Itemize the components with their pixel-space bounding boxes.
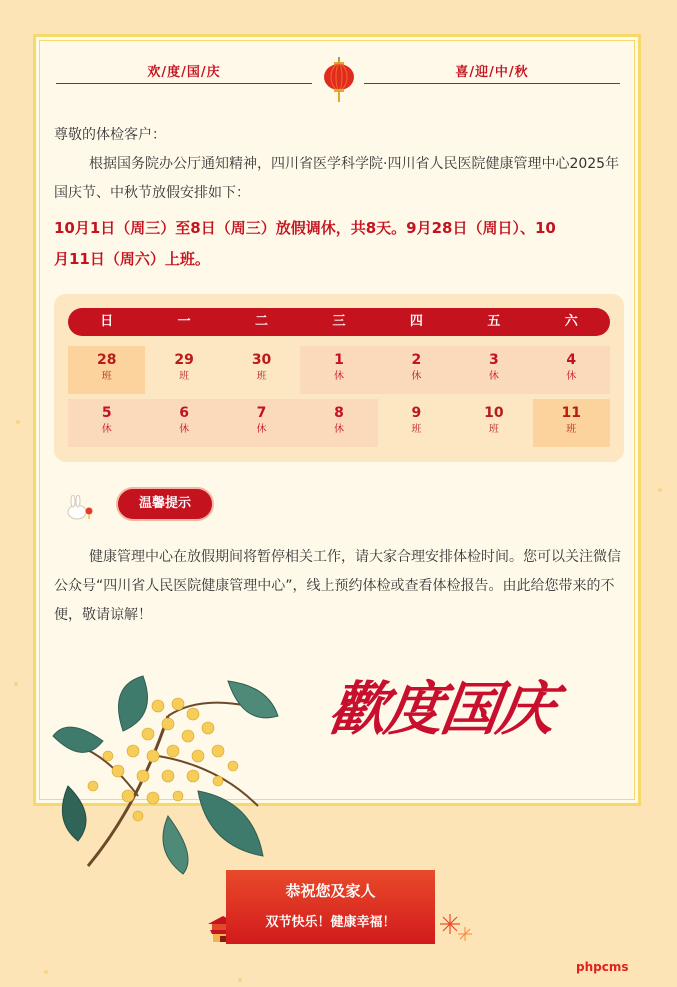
calendar-day [223,346,300,394]
calendar-day [378,399,455,447]
lantern-icon [322,57,356,103]
rabbit-icon [64,495,94,521]
day-status: 休 [256,424,267,435]
weekday-fri: 五 [487,314,501,329]
festival-greeting-banner [226,870,435,944]
day-status: 休 [333,371,344,382]
calendar-day [68,399,145,447]
tip-paragraph: 健康管理中心在放假期间将暂停相关工作，请大家合理安排体检时间。您可以关注微信公众号“四川省人民医院健康管理中心”，线上预约体检或查看体检报告。由此给您带来的不便，敬请谅解！ [54,549,621,623]
firework-icon [438,912,474,944]
watermark: phpcms [576,960,629,974]
day-number: 1 [334,352,344,368]
day-status: 休 [333,424,344,435]
day-status: 班 [256,371,267,382]
day-status: 休 [101,424,112,435]
day-number: 9 [411,405,422,421]
calendar-day [300,399,377,447]
calendar-weekday-header [68,308,610,336]
day-number: 8 [334,405,344,421]
weekday-wed: 三 [332,314,346,329]
header-left-divider [56,83,312,84]
calendar-day [68,346,145,394]
header-right-divider [364,83,620,84]
day-number: 3 [488,352,499,368]
holiday-calendar [54,294,624,462]
calendar-day [533,346,610,394]
day-number: 11 [561,405,581,421]
schedule-line-2: 月11日（周六）上班。 [54,250,210,268]
weekday-mon: 一 [177,314,191,329]
weekday-thu: 四 [409,314,423,329]
calendar-day [223,399,300,447]
calendar-day [455,399,532,447]
warm-tip-badge: 温馨提示 [116,487,214,521]
calendar-week-1 [68,346,610,394]
day-status: 班 [411,424,422,435]
day-number: 30 [251,352,272,368]
day-status: 班 [488,424,499,435]
greeting-line-2: 双节快乐！健康幸福！ [265,915,396,930]
calligraphy-title: 歡度国庆 [324,675,559,743]
calendar-day [455,346,532,394]
day-number: 7 [256,405,267,421]
calendar-week-2 [68,399,610,447]
day-status: 班 [566,424,577,435]
day-number: 28 [96,352,117,368]
day-number: 2 [411,352,422,368]
day-number: 6 [179,405,189,421]
day-status: 休 [179,424,190,435]
calendar-day [378,346,455,394]
salutation: 尊敬的体检客户： [54,127,166,143]
weekday-sun: 日 [100,314,114,329]
day-number: 4 [566,352,577,368]
day-status: 休 [566,371,577,382]
osmanthus-flower-illustration [48,656,288,876]
greeting-line-1: 恭祝您及家人 [285,882,376,900]
header-right-title: 喜/迎/中/秋 [455,65,529,80]
day-status: 班 [101,371,112,382]
calendar-day [145,399,222,447]
day-status: 休 [411,371,422,382]
intro-paragraph: 根据国务院办公厅通知精神，四川省医学科学院·四川省人民医院健康管理中心2025年国庆节、中秋节放假安排如下： [54,156,620,201]
day-status: 休 [488,371,499,382]
notice-header [56,55,626,99]
calendar-day [300,346,377,394]
schedule-line-1: 10月1日（周三）至8日（周三）放假调休，共8天。9月28日（周日）、10 [54,219,556,237]
day-number: 10 [484,405,504,421]
day-status: 班 [179,371,190,382]
calendar-day [145,346,222,394]
day-number: 29 [174,352,194,368]
header-left-title: 欢/度/国/庆 [147,65,221,80]
weekday-tue: 二 [255,314,269,329]
day-number: 5 [101,405,112,421]
weekday-sat: 六 [564,314,578,329]
calendar-day [533,399,610,447]
